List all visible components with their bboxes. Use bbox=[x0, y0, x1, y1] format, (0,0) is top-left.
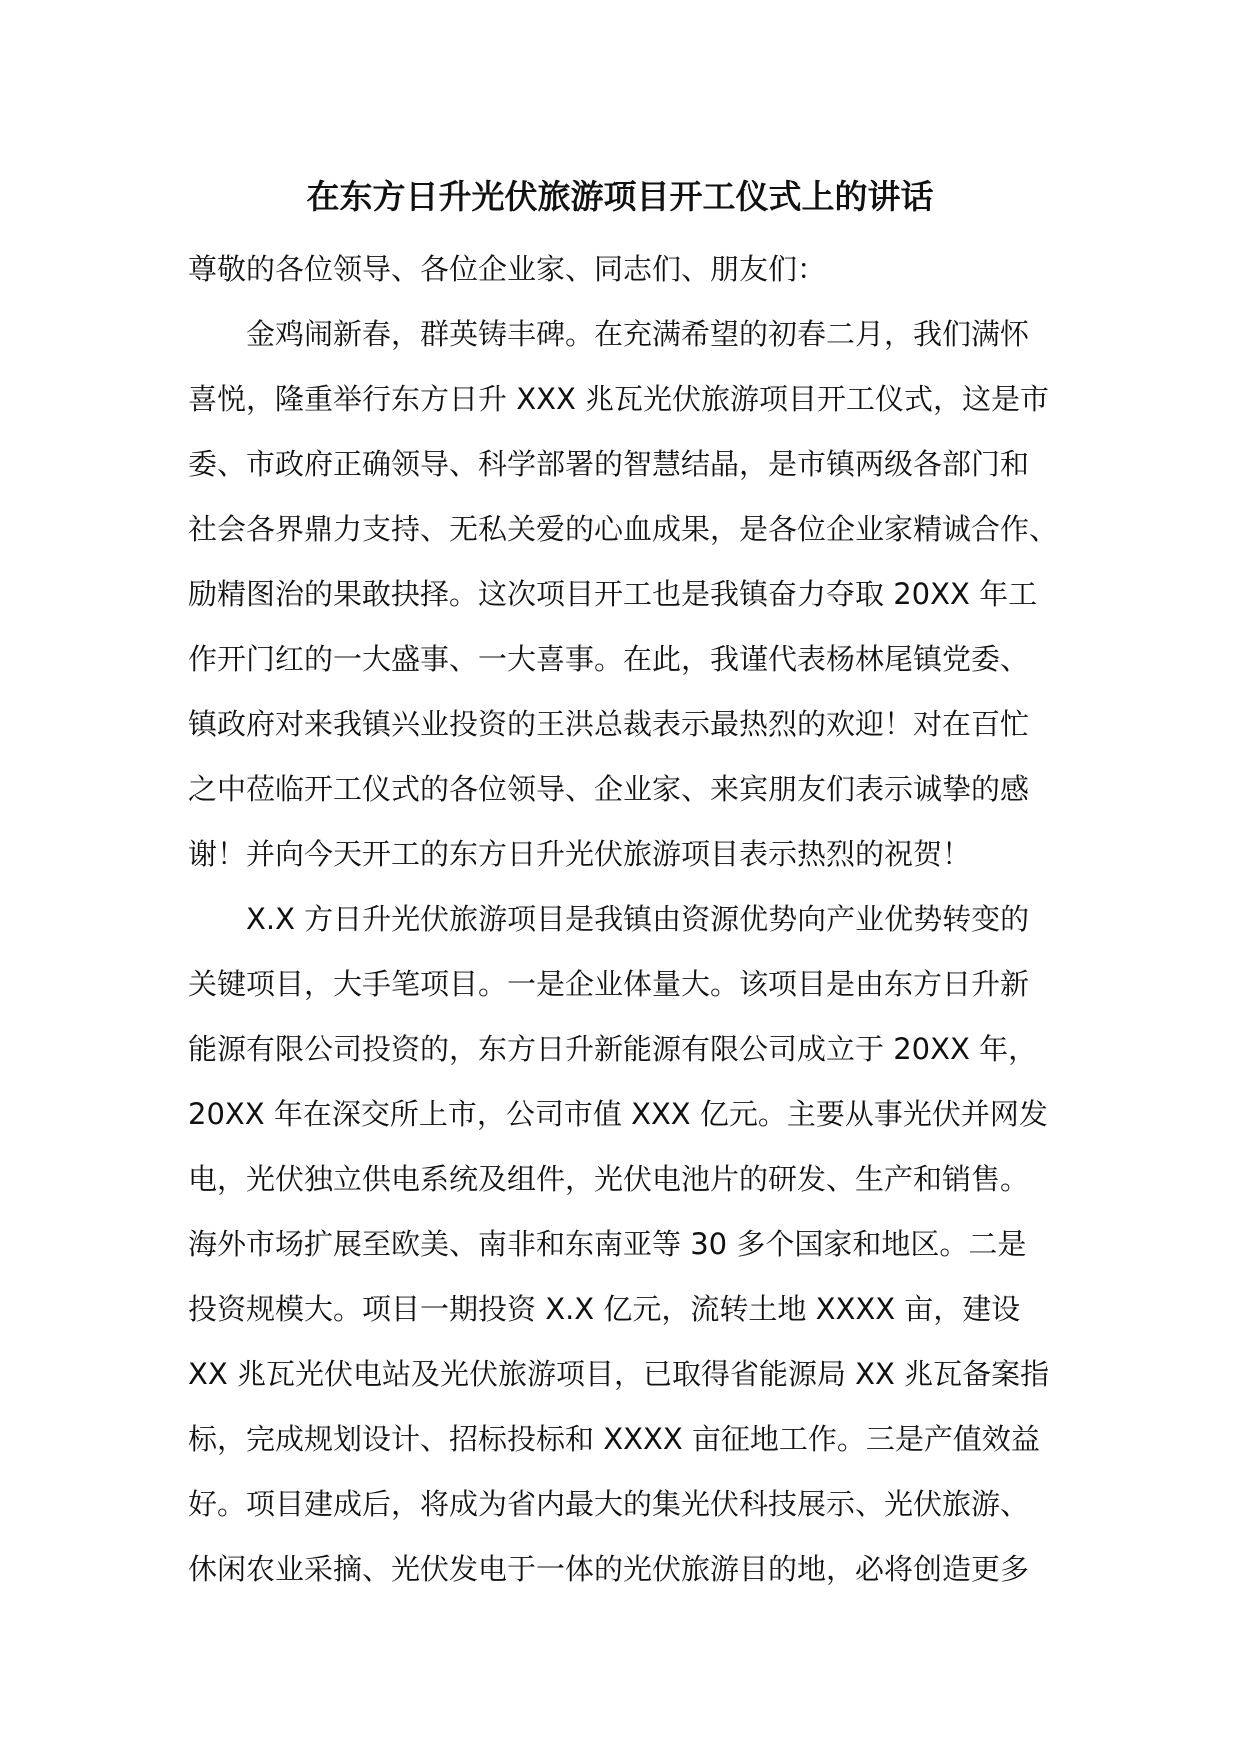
paragraph-line: 关键项目，大手笔项目。一是企业体量大。该项目是由东方日升新 bbox=[188, 967, 1030, 1001]
document-title: 在东方日升光伏旅游项目开工仪式上的讲话 bbox=[306, 177, 934, 216]
paragraph-line: 投资规模大。项目一期投资 X.X 亿元，流转土地 XXXX 亩，建设 bbox=[188, 1292, 1021, 1326]
salutation-line: 尊敬的各位领导、各位企业家、同志们、朋友们： bbox=[188, 252, 827, 286]
paragraph-2 bbox=[188, 887, 1068, 1602]
paragraph-line: 标，完成规划设计、招标投标和 XXXX 亩征地工作。三是产值效益 bbox=[188, 1422, 1040, 1456]
paragraph-line: 20XX 年在深交所上市，公司市值 XXX 亿元。主要从事光伏并网发 bbox=[188, 1097, 1048, 1131]
paragraph-line: 委、市政府正确领导、科学部署的智慧结晶，是市镇两级各部门和 bbox=[188, 447, 1030, 481]
paragraph-line: 谢！并向今天开工的东方日升光伏旅游项目表示热烈的祝贺！ bbox=[188, 837, 972, 871]
paragraph-line: 喜悦，隆重举行东方日升 XXX 兆瓦光伏旅游项目开工仪式，这是市 bbox=[188, 382, 1050, 416]
paragraph-line: XX 兆瓦光伏电站及光伏旅游项目，已取得省能源局 XX 兆瓦备案指 bbox=[188, 1357, 1050, 1391]
paragraph-line: 好。项目建成后，将成为省内最大的集光伏科技展示、光伏旅游、 bbox=[188, 1487, 1030, 1521]
paragraph-line: 海外市场扩展至欧美、南非和东南亚等 30 多个国家和地区。二是 bbox=[188, 1227, 1027, 1261]
paragraph-line: X.X 方日升光伏旅游项目是我镇由资源优势向产业优势转变的 bbox=[246, 902, 1030, 936]
paragraph-line: 休闲农业采摘、光伏发电于一体的光伏旅游目的地，必将创造更多 bbox=[188, 1552, 1030, 1586]
paragraph-line: 之中莅临开工仪式的各位领导、企业家、来宾朋友们表示诚挚的感 bbox=[188, 772, 1030, 806]
document-body bbox=[188, 237, 1068, 1602]
paragraph-line: 金鸡闹新春，群英铸丰碑。在充满希望的初春二月，我们满怀 bbox=[246, 317, 1030, 351]
paragraph-1 bbox=[188, 302, 1068, 887]
paragraph-line: 励精图治的果敢抉择。这次项目开工也是我镇奋力夺取 20XX 年工 bbox=[188, 577, 1038, 611]
paragraph-line: 能源有限公司投资的，东方日升新能源有限公司成立于 20XX 年， bbox=[188, 1032, 1038, 1066]
paragraph-line: 镇政府对来我镇兴业投资的王洪总裁表示最热烈的欢迎！对在百忙 bbox=[188, 707, 1030, 741]
paragraph-line: 电，光伏独立供电系统及组件，光伏电池片的研发、生产和销售。 bbox=[188, 1162, 1030, 1196]
paragraph-line: 作开门红的一大盛事、一大喜事。在此，我谨代表杨林尾镇党委、 bbox=[188, 642, 1030, 676]
paragraph-line: 社会各界鼎力支持、无私关爱的心血成果，是各位企业家精诚合作、 bbox=[188, 512, 1059, 546]
